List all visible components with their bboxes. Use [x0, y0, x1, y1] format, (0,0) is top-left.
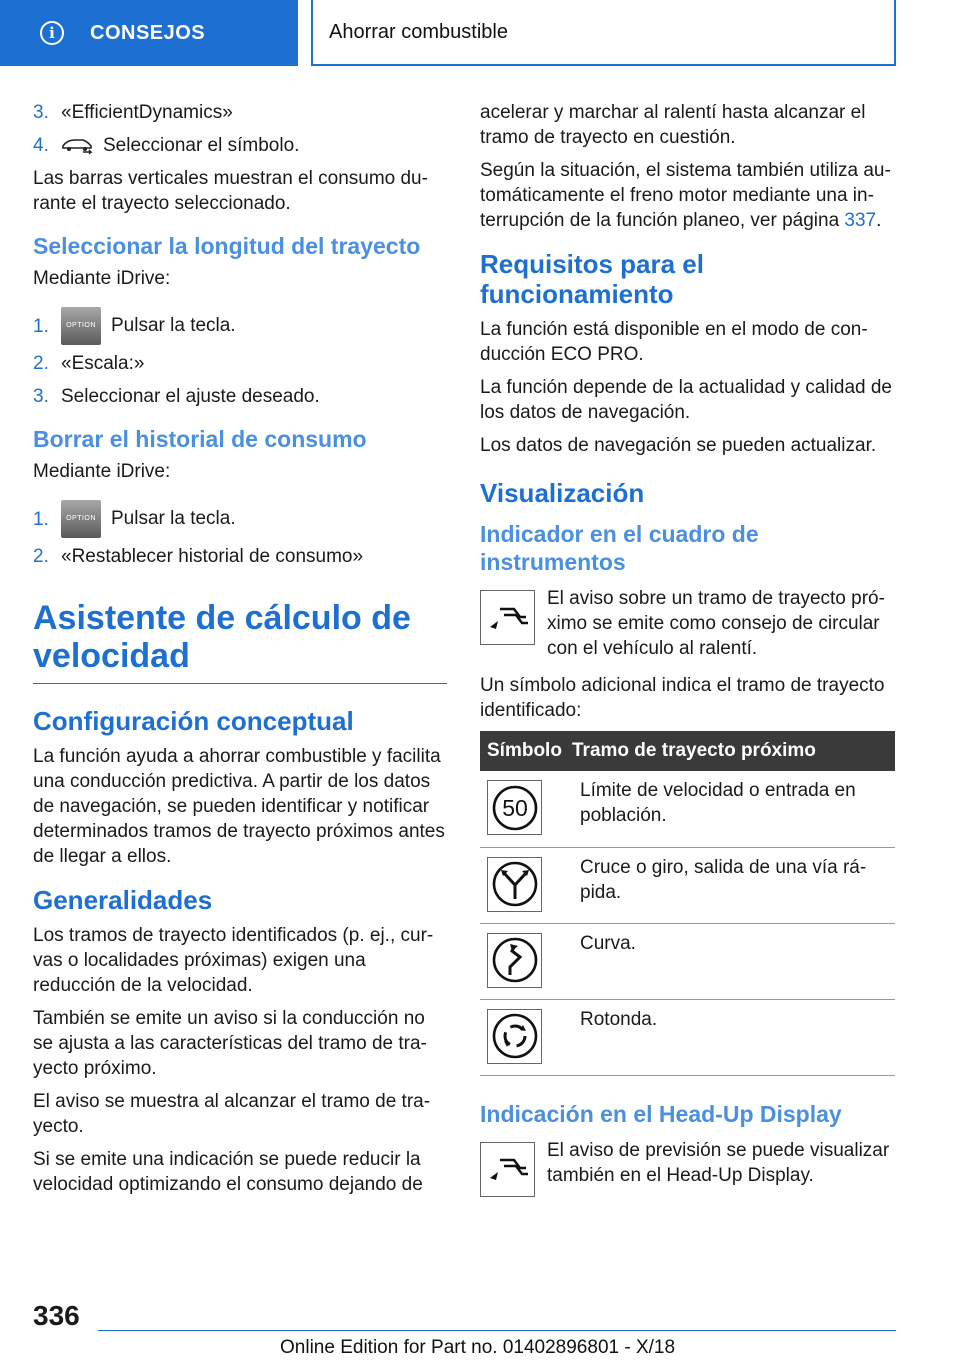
- table-cell-symbol: [480, 847, 572, 923]
- list-text: [61, 133, 447, 158]
- list-number: 3.: [33, 386, 49, 407]
- option-button-icon: OPTION: [61, 307, 101, 345]
- footer-divider: [98, 1330, 896, 1331]
- requirement-paragraph: La función está disponible en el modo de con-ducción ECO PRO.: [480, 319, 868, 365]
- table-row: [480, 847, 895, 923]
- curve-icon: [487, 933, 542, 988]
- section-title-concept: Configuración conceptual: [33, 706, 354, 736]
- section-title-general: Generalidades: [33, 885, 213, 915]
- edition-text: Online Edition for Part no. 01402896801 - X/18: [280, 1337, 676, 1358]
- section-title-hud: Indicación en el Head-Up Display: [480, 1100, 842, 1127]
- table-header-row: [480, 731, 895, 771]
- general-paragraph: El aviso se muestra al alcanzar el tramo de tra-yecto.: [33, 1091, 431, 1137]
- table-header: Tramo de trayecto próximo: [572, 731, 895, 771]
- section-title-visualization: Visualización: [480, 478, 645, 508]
- list-number: 1.: [33, 315, 49, 337]
- list-number: 2.: [33, 353, 49, 374]
- general-paragraph: También se emite un aviso si la conducción no se ajusta a las características del tramo de tra-yecto próximo.: [33, 1008, 427, 1079]
- situation-end: .: [876, 210, 882, 231]
- cluster-notice-text: El aviso sobre un tramo de trayecto pró-ximo se emite como consejo de circular con el vehículo al ralentí.: [547, 588, 885, 659]
- roundabout-icon: [487, 1009, 542, 1064]
- intro-paragraph: Las barras verticales muestran el consumo du-rante el trayecto seleccionado.: [33, 168, 428, 214]
- list-number: 1.: [33, 508, 49, 530]
- page-number: 336: [33, 1300, 80, 1331]
- consejos-label: CONSEJOS: [90, 21, 206, 44]
- section-title-clear: Borrar el historial de consumo: [33, 426, 367, 452]
- list-text: [61, 307, 447, 345]
- table-cell-symbol: [480, 771, 572, 847]
- table-cell-symbol: [480, 923, 572, 999]
- situation-paragraph: [480, 158, 895, 233]
- list-text-value: Pulsar la tecla.: [111, 315, 236, 337]
- car-eco-icon: [61, 136, 93, 156]
- list-number: 2.: [33, 546, 49, 567]
- table-cell-text: Rotonda.: [572, 999, 895, 1075]
- chapter-heading: Asistente de cálculo de velocidad: [33, 599, 447, 684]
- list-item: [33, 307, 447, 345]
- speed-limit-50-icon: [487, 780, 542, 835]
- list-item: [33, 351, 447, 376]
- section-title-cluster: Indicador en el cuadro de instrumentos: [480, 521, 759, 575]
- table-cell-text: Límite de velocidad o entrada en población.: [572, 771, 895, 847]
- page-link[interactable]: 337: [844, 210, 877, 231]
- junction-icon: [487, 857, 542, 912]
- section-title-length: Seleccionar la longitud del trayecto: [33, 233, 421, 259]
- table-row: [480, 999, 895, 1075]
- idrive-lead: Mediante iDrive:: [33, 461, 171, 482]
- general-paragraph: Los tramos de trayecto identificados (p. ej., cur-vas o localidades próximas) exigen una reducción de la velocidad.: [33, 925, 434, 996]
- table-cell-text: Curva.: [572, 923, 895, 999]
- extra-symbol-paragraph: Un símbolo adicional indica el tramo de trayecto identificado:: [480, 675, 885, 721]
- requirement-paragraph: La función depende de la actualidad y calidad de los datos de navegación.: [480, 377, 892, 423]
- list-number: 3.: [33, 102, 49, 123]
- list-item: [33, 100, 447, 125]
- left-column: [33, 100, 447, 1205]
- concept-paragraph: La función ayuda a ahorrar combustible y facilita una conducción predictiva. A partir de los datos de navegación, se pueden identificar y notificar determinados tramos de trayecto próximos antes de llegar a ellos.: [33, 746, 445, 867]
- cluster-notice: [480, 590, 895, 661]
- chapter-title: Ahorrar combustible: [311, 0, 896, 66]
- situation-text: Según la situación, el sistema también utiliza au-tomáticamente el freno motor mediante una in-terrupción de la función planeo, ver página: [480, 160, 891, 231]
- hud-notice: [480, 1139, 895, 1197]
- list-text-value: Pulsar la tecla.: [111, 508, 236, 530]
- list-text: «Escala:»: [61, 353, 145, 374]
- consejos-tab: [0, 0, 298, 66]
- speed-limit-value: 50: [501, 794, 528, 821]
- list-item: [33, 500, 447, 538]
- coasting-icon: [480, 590, 535, 645]
- list-text-value: Seleccionar el símbolo.: [103, 135, 300, 156]
- list-number: 4.: [33, 135, 49, 156]
- list-item: [33, 544, 447, 569]
- general-paragraph: Si se emite una indicación se puede reducir la velocidad optimizando el consumo dejando de: [33, 1149, 423, 1195]
- coasting-icon: [480, 1142, 535, 1197]
- table-cell-text: Cruce o giro, salida de una vía rá-pida.: [572, 847, 895, 923]
- list-text: «Restablecer historial de consumo»: [61, 546, 364, 567]
- section-title-requirements: Requisitos para el funcionamiento: [480, 249, 704, 309]
- table-row: [480, 771, 895, 847]
- table-header: Símbolo: [480, 731, 572, 771]
- list-item: [33, 384, 447, 409]
- hud-notice-text: El aviso de previsión se puede visualizar también en el Head-Up Display.: [547, 1139, 890, 1186]
- list-text: «EfficientDynamics»: [61, 102, 233, 123]
- list-text: [61, 500, 447, 538]
- requirement-paragraph: Los datos de navegación se pueden actualizar.: [480, 435, 877, 456]
- page-header: [0, 0, 960, 66]
- table-row: [480, 923, 895, 999]
- list-item: [33, 133, 447, 158]
- table-cell-symbol: [480, 999, 572, 1075]
- info-icon: i: [40, 21, 64, 45]
- symbol-table: [480, 731, 895, 1076]
- idrive-lead: Mediante iDrive:: [33, 268, 171, 289]
- option-button-icon: OPTION: [61, 500, 101, 538]
- list-text: Seleccionar el ajuste deseado.: [61, 386, 320, 407]
- continued-paragraph: acelerar y marchar al ralentí hasta alcanzar el tramo de trayecto en cuestión.: [480, 102, 866, 148]
- right-column: [480, 100, 895, 1209]
